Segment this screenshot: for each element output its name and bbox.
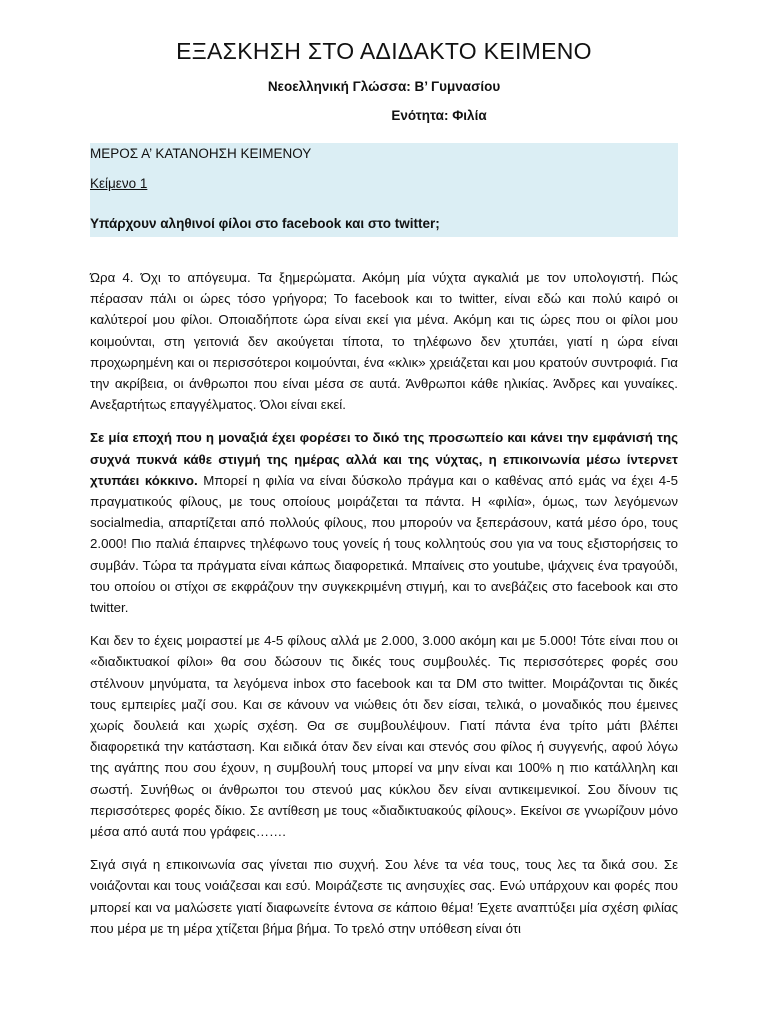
text-label: Κείμενο 1 (90, 176, 148, 191)
text-body (90, 267, 678, 939)
document-title: ΕΞΑΣΚΗΣΗ ΣΤΟ ΑΔΙΔΑΚΤΟ ΚΕΙΜΕΝΟ (176, 38, 592, 64)
unit-line: Ενότητα: Φιλία (391, 108, 487, 123)
part-heading: ΜΕΡΟΣ Α’ ΚΑΤΑΝΟΗΣΗ ΚΕΙΜΕΝΟΥ (90, 146, 312, 161)
paragraph-1: Ώρα 4. Όχι το απόγευμα. Τα ξημερώματα. Ακόμη μία νύχτα αγκαλιά με τον υπολογιστή. Πώς πέρασαν πάλι οι ώρες τόσο γρήγορα; Το facebook και το twitter, είναι εδώ και πολύ καιρό οι καλύτεροί μου φίλοι. Οποιαδήποτε ώρα είναι εκεί για μένα. Ακόμη και τις ώρες που οι φίλοι μου κοιμούνται, στη γειτονιά δεν ακούγεται τίποτα, το τηλέφωνο δεν χτυπάει, γιατί η ώρα είναι προχωρημένη και οι περισσότεροι κοιμούνται, ένα «κλικ» χρειάζεται και μου κρατούν συντροφιά. Για την ακρίβεια, οι άνθρωποι που είναι μέσα σε αυτά. Άνθρωποι κάθε ηλικίας. Άνδρες και γυναίκες. Ανεξαρτήτως επαγγέλματος. Όλοι είναι εκεί. (90, 270, 678, 413)
text-title: Υπάρχουν αληθινοί φίλοι στο facebook και στο twitter; (90, 216, 440, 231)
paragraph-2-bold-lead: Σε μία εποχή που η μοναξιά έχει φορέσει το δικό της προσωπείο και κάνει την εμφάνισή της συχνά πυκνά κάθε στιγμή της ημέρας αλλά και της νύχτας, η επικοινωνία μέσω ίντερνετ χτυπάει κόκκινο. (90, 430, 678, 488)
part-header-box (90, 143, 678, 237)
paragraph-2-rest: Μπορεί η φιλία να είναι δύσκολο πράγμα και ο καθένας από εμάς να έχει 4-5 πραγματικούς φίλους, με τους οποίους μοιράζεται τα πάντα. Η «φιλία», όμως, των λεγόμενων socialmedia, απαρτίζεται από πολλούς φίλους, που μπορούν να ξεπεράσουν, κατά μέσο όρο, τους 2.000! Πιο παλιά έπαιρνες τηλέφωνο τους γονείς ή τους κολλητούς σου για να τους εξιστορήσεις το συμβάν. Τώρα τα πράγματα είναι κάπως διαφορετικά. Μπαίνεις στο youtube, ψάχνεις ένα τραγούδι, του οποίου οι στίχοι σε εκφράζουν την συγκεκριμένη στιγμή, και το ανεβάζεις στο facebook και στο twitter. (90, 472, 678, 616)
subject-line: Νεοελληνική Γλώσσα: Β’ Γυμνασίου (267, 79, 501, 94)
paragraph-4: Σιγά σιγά η επικοινωνία σας γίνεται πιο συχνή. Σου λένε τα νέα τους, τους λες τα δικά σου. Σε νοιάζονται και τους νοιάζεσαι και εσύ. Μοιράζεστε τις ανησυχίες σας. Ενώ υπάρχουν και φορές που μπορεί και να μαλώσετε γιατί διαφωνείτε έντονα σε κάποιο θέμα! Έχετε αναπτύξει μία σχέση φιλίας που μέρα με τη μέρα χτίζεται βήμα βήμα. Το τρελό στην υπόθεση είναι ότι (90, 857, 678, 936)
paragraph-3: Και δεν το έχεις μοιραστεί με 4-5 φίλους αλλά με 2.000, 3.000 ακόμη και με 5.000! Τότε είναι που οι «διαδικτυακοί φίλοι» θα σου δώσουν τις δικές τους συμβουλές. Τις περισσότερες φορές σου στέλνουν μηνύματα, τα λεγόμενα inbox στο facebook και τα DM στο twitter. Μοιράζονται τις δικές τους εμπειρίες μαζί σου. Και σε κάνουν να νιώθεις ότι δεν είσαι, τελικά, ο μοναδικός που έμεινες χωρίς δουλειά και χωρίς σχέση. Θα σε συμβουλέψουν. Γιατί πάντα ένα τρίτο μάτι βλέπει διαφορετικά την κατάσταση. Και ειδικά όταν δεν είναι και στενός σου φίλος ή συγγενής, αφού λόγω της αγάπης που σου έχουν, η συμβουλή τους μπορεί να μην είναι και 100% η πιο κατάλληλη και σωστή. Συνήθως οι άνθρωποι του στενού μας κύκλου δεν είναι αντικειμενικοί. Σου δίνουν τις περισσότερες φορές δίκιο. Σε αντίθεση με τους «διαδικτυακούς φίλους». Εκείνοι σε γνωρίζουν μόνο μέσα από αυτά που γράφεις……. (90, 633, 678, 840)
paragraph-2 (90, 427, 678, 618)
